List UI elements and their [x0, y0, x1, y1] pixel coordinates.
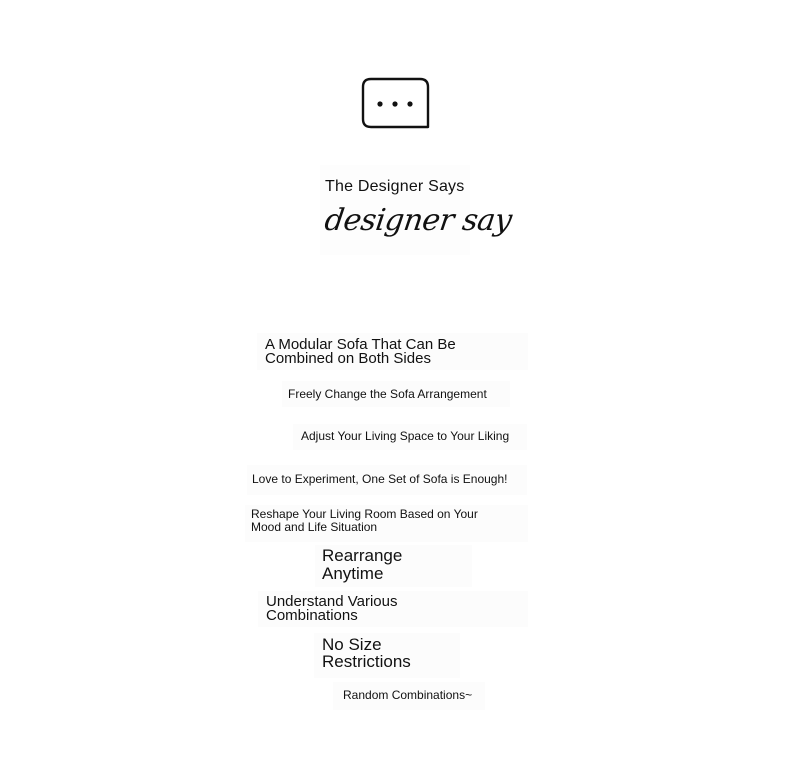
text-block: [315, 545, 472, 587]
text-block: [333, 682, 485, 710]
text-line: No Size Restrictions: [322, 635, 411, 671]
text-block: [245, 505, 528, 542]
text-line: Freely Change the Sofa Arrangement: [288, 387, 487, 401]
text-block: [314, 633, 460, 678]
text-line: Adjust Your Living Space to Your Liking: [301, 429, 510, 443]
chat-bubble-icon: [361, 77, 431, 129]
text-line: Random Combinations~: [343, 688, 473, 702]
text-block: [257, 333, 528, 370]
text-block: [282, 381, 510, 407]
text-line: Rearrange Anytime: [322, 546, 403, 583]
text-line: Understand Various Combinations: [266, 593, 398, 624]
section-title: [320, 165, 514, 255]
title-english: The Designer Says: [325, 178, 465, 195]
text-line: Love to Experiment, One Set of Sofa is Enough!: [252, 472, 508, 486]
text-line: Reshape Your Living Room Based on Your Mood and Life Situation: [251, 507, 478, 534]
text-block: [247, 465, 527, 495]
text-block: [293, 424, 527, 450]
text-block: [258, 591, 528, 627]
text-line: A Modular Sofa That Can Be Combined on Both Sides: [265, 336, 456, 367]
title-script: designer say: [322, 203, 514, 238]
